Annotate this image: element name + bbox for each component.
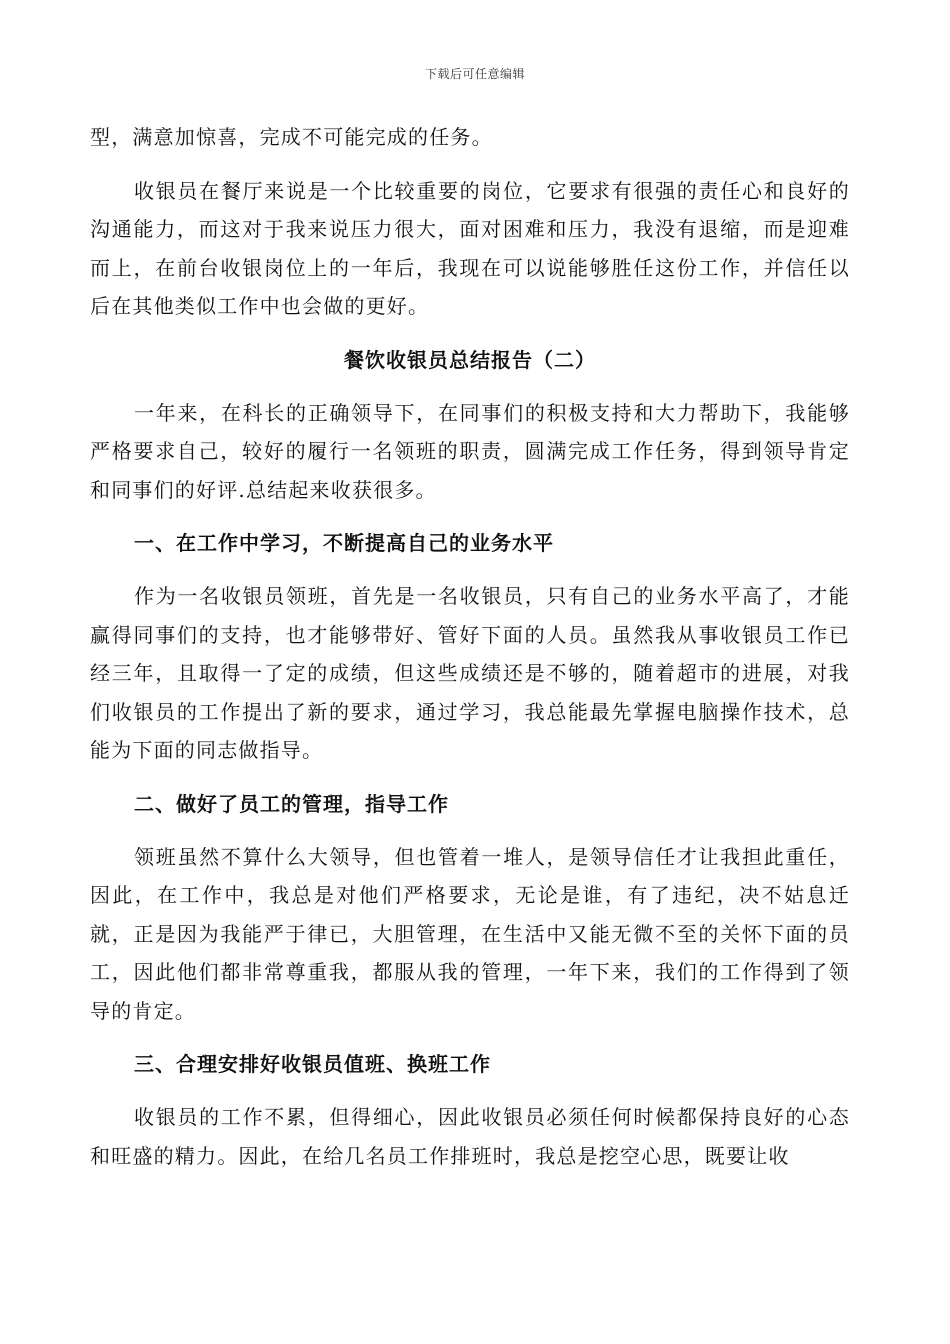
paragraph: 一年来，在科长的正确领导下，在同事们的积极支持和大力帮助下，我能够严格要求自己，较好的履行一名领班的职责，圆满完成工作任务，得到领导肯定和同事们的好评.总结起来收获很多。 — [90, 400, 850, 502]
subheading: 一、在工作中学习，不断提高自己的业务水平 — [134, 531, 554, 555]
paragraph: 收银员在餐厅来说是一个比较重要的岗位，它要求有很强的责任心和良好的沟通能力，而这对于我来说压力很大，面对困难和压力，我没有退缩，而是迎难而上，在前台收银岗位上的一年后，我现在可以说能够胜任这份工作，并信任以后在其他类似工作中也会做的更好。 — [90, 178, 850, 318]
paragraph: 收银员的工作不累，但得细心，因此收银员必须任何时候都保持良好的心态和旺盛的精力。因此，在给几名员工作排班时，我总是挖空心思，既要让收 — [90, 1105, 850, 1168]
document-body — [90, 118, 850, 1190]
paragraph-continuation: 型，满意加惊喜，完成不可能完成的任务。 — [90, 125, 493, 149]
subheading: 三、合理安排好收银员值班、换班工作 — [134, 1052, 491, 1076]
subheading: 二、做好了员工的管理，指导工作 — [134, 791, 449, 816]
paragraph: 作为一名收银员领班，首先是一名收银员，只有自己的业务水平高了，才能赢得同事们的支持，也才能够带好、管好下面的人员。虽然我从事收银员工作已经三年，且取得一了定的成绩，但这些成绩还是不够的，随着超市的进展，对我们收银员的工作提出了新的要求，通过学习，我总能最先掌握电脑操作技术，总能为下面的同志做指导。 — [90, 584, 850, 762]
page-header: 下载后可任意编辑 — [424, 67, 525, 81]
paragraph: 领班虽然不算什么大领导，但也管着一堆人，是领导信任才让我担此重任，因此，在工作中，我总是对他们严格要求，无论是谁，有了违纪，决不姑息迁就，正是因为我能严于律已，大胆管理，在生活中又能无微不至的关怀下面的员工，因此他们都非常尊重我，都服从我的管理，一年下来，我们的工作得到了领导的肯定。 — [90, 844, 850, 1023]
section-title: 餐饮收银员总结报告（二） — [344, 347, 596, 372]
